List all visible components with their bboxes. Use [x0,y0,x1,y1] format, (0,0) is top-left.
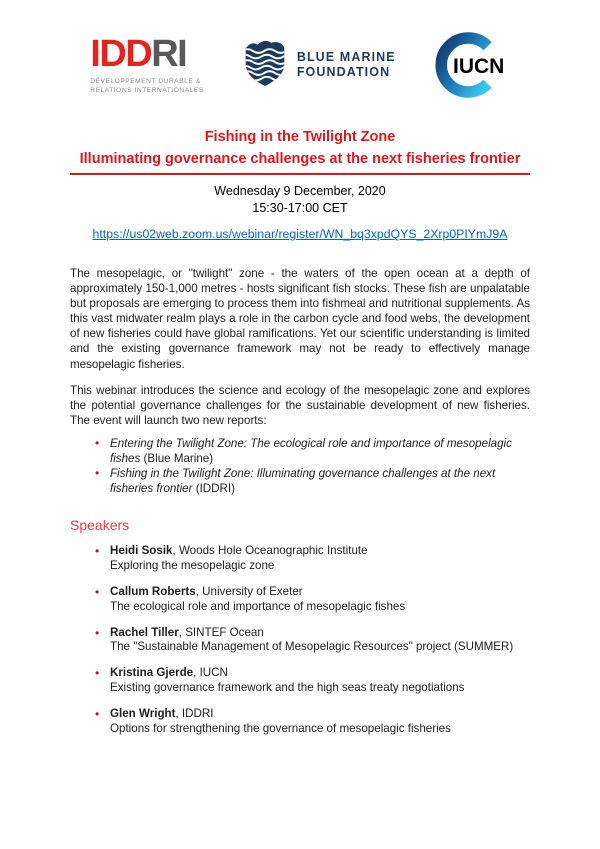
speaker-name: Glen Wright [110,707,176,721]
event-subtitle: Illuminating governance challenges at the next fisheries frontier [79,151,521,167]
iddri-subtitle-line2: RELATIONS INTERNATIONALES [90,87,204,94]
speaker-topic: The "Sustainable Management of Mesopelagic Resources" project (SUMMER) [110,640,514,654]
speaker-line [110,626,530,641]
speaker-name: Heidi Sosik [110,544,173,558]
iddri-wordmark [90,32,187,75]
body-text [70,266,530,496]
report-item [110,466,530,496]
speaker-line [110,666,530,681]
speaker-topic: Exploring the mesopelagic zone [110,558,275,572]
speaker-line [110,707,530,722]
blue-marine-text-line2: FOUNDATION [296,65,391,79]
intro-paragraph: The mesopelagic, or "twilight" zone - the waters of the open ocean at a depth of approximately 150-1,000 metres - hosts significant fish stocks. These fish are unpalatable but proposals are emerging to process them into fishmeal and nutritional supplements. As this vast midwater realm plays a role in the carbon cycle and food webs, the development of new fisheries could have global ramifications. Yet our scientific understanding is limited and the existing governance framework may not be ready to effectively manage mesopelagic fisheries. [70,267,530,371]
iucn-logo [434,31,510,99]
speaker-name: Rachel Tiller [110,625,179,639]
report-item [110,436,530,466]
iddri-logo [90,32,204,95]
report-org: (Blue Marine) [143,452,214,466]
speaker-affiliation: , University of Exeter [195,585,303,598]
speaker-item [110,626,530,655]
report-title: Entering the Twilight Zone: The ecological role and importance of mesopelagic fishes [110,436,512,466]
speaker-item [110,707,530,736]
speaker-name: Callum Roberts [110,585,196,598]
zoom-registration-link[interactable]: https://us02web.zoom.us/webinar/register/WN_bq3xpdQYS_2Xrp0PIYmJ9A [92,227,508,241]
iddri-wordmark-red: IDD [90,32,152,75]
blue-marine-foundation-logo [242,38,396,93]
report-list [70,436,530,496]
speaker-name: Kristina Gjerde [110,666,194,680]
speaker-list [70,544,530,736]
speaker-topic: Options for strengthening the governance of mesopelagic fisheries [110,721,451,735]
event-time: 15:30-17:00 CET [252,200,348,215]
registration-link-line [70,227,530,241]
iddri-subtitle-line1: DÉVELOPPEMENT DURABLE & [90,77,201,85]
title-block [70,126,530,241]
logo-header [0,0,600,100]
blue-marine-foundation-text [297,50,396,80]
webinar-paragraph: This webinar introduces the science and ecology of the mesopelagic zone and explores the potential governance challenges for the sustainable development of new fisheries. The event will launch two new reports: [70,383,530,427]
speaker-item [110,666,530,695]
speaker-affiliation: , Woods Hole Oceanographic Institute [172,544,368,558]
event-title: Fishing in the Twilight Zone [204,129,396,145]
speaker-item [110,585,530,614]
speakers-heading: Speakers [70,517,130,534]
report-title: Fishing in the Twilight Zone: Illuminating governance challenges at the next fisheries frontier [110,467,496,496]
speaker-affiliation: , SINTEF Ocean [178,625,264,639]
speaker-item [110,544,530,573]
speaker-topic: Existing governance framework and the high seas treaty negotiations [110,680,465,694]
blue-marine-shield-wave-icon [242,38,288,93]
report-org: (IDDRI) [195,482,236,496]
iddri-wordmark-gray: RI [151,32,187,75]
speaker-affiliation: , IDDRI [175,707,214,721]
event-date: Wednesday 9 December, 2020 [214,184,386,198]
blue-marine-text-line1: BLUE MARINE [296,50,396,64]
speaker-line [110,585,530,600]
iucn-text: IUCN [452,55,505,78]
speaker-line [110,544,530,559]
speaker-affiliation: , IUCN [193,666,228,680]
red-divider-rule [70,173,530,175]
speaker-topic: The ecological role and importance of mesopelagic fishes [110,599,406,613]
event-datetime [70,183,530,216]
